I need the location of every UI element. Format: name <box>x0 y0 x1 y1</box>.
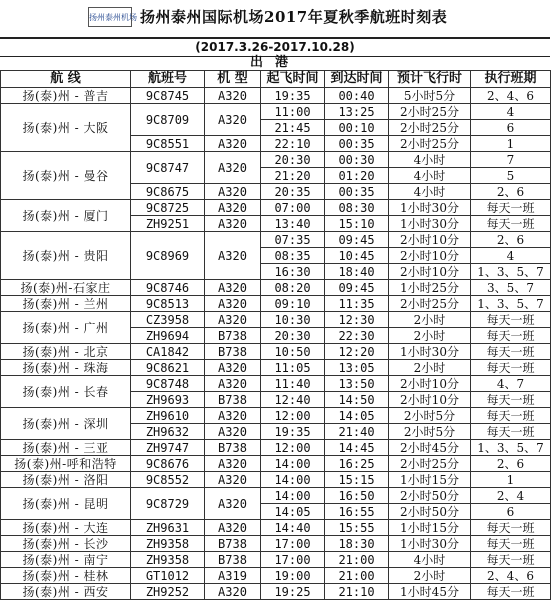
flight-number-cell: CA1842 <box>131 344 205 360</box>
operating-days-cell: 1、3、5、7 <box>471 264 551 280</box>
table-row <box>1 456 551 472</box>
operating-days-cell: 每天一班 <box>471 360 551 376</box>
operating-days-cell: 每天一班 <box>471 328 551 344</box>
duration-cell: 2小时25分 <box>389 456 471 472</box>
table-row <box>1 88 551 104</box>
aircraft-type-cell: B738 <box>205 536 261 552</box>
flight-number-cell: 9C8621 <box>131 360 205 376</box>
operating-days-cell: 每天一班 <box>471 392 551 408</box>
table-row <box>1 376 551 392</box>
flight-number-cell: ZH9693 <box>131 392 205 408</box>
duration-cell: 2小时10分 <box>389 248 471 264</box>
flight-number-cell: ZH9252 <box>131 584 205 600</box>
departure-time-cell: 16:30 <box>261 264 325 280</box>
flight-number-cell: ZH9251 <box>131 216 205 232</box>
departure-time-cell: 11:40 <box>261 376 325 392</box>
column-header-departure: 起飞时间 <box>261 71 325 88</box>
duration-cell: 2小时5分 <box>389 408 471 424</box>
route-cell: 扬(泰)州 - 曼谷 <box>1 152 131 200</box>
column-header-duration: 预计飞行时 <box>389 71 471 88</box>
operating-days-cell: 4 <box>471 104 551 120</box>
departure-time-cell: 12:40 <box>261 392 325 408</box>
departure-time-cell: 12:00 <box>261 440 325 456</box>
table-row <box>1 568 551 584</box>
operating-days-cell: 每天一班 <box>471 536 551 552</box>
flight-number-cell: 9C8513 <box>131 296 205 312</box>
aircraft-type-cell: A320 <box>205 408 261 424</box>
flight-number-cell: ZH9358 <box>131 536 205 552</box>
departure-time-cell: 14:00 <box>261 472 325 488</box>
column-header-flight-no: 航班号 <box>131 71 205 88</box>
flight-number-cell: ZH9747 <box>131 440 205 456</box>
duration-cell: 2小时 <box>389 312 471 328</box>
duration-cell: 2小时25分 <box>389 120 471 136</box>
table-row <box>1 440 551 456</box>
table-row <box>1 488 551 504</box>
duration-cell: 4小时 <box>389 184 471 200</box>
departure-time-cell: 09:10 <box>261 296 325 312</box>
table-row <box>1 152 551 168</box>
duration-cell: 4小时 <box>389 168 471 184</box>
table-row <box>1 536 551 552</box>
operating-days-cell: 每天一班 <box>471 584 551 600</box>
page-header <box>0 0 550 36</box>
aircraft-type-cell: B738 <box>205 552 261 568</box>
arrival-time-cell: 21:10 <box>325 584 389 600</box>
route-cell: 扬(泰)州-呼和浩特 <box>1 456 131 472</box>
column-header-days: 执行班期 <box>471 71 551 88</box>
table-header-row <box>1 71 551 88</box>
section-title-departures: 出港 <box>249 55 300 70</box>
column-header-aircraft: 机 型 <box>205 71 261 88</box>
arrival-time-cell: 21:00 <box>325 568 389 584</box>
route-cell: 扬(泰)州 - 桂林 <box>1 568 131 584</box>
duration-cell: 1小时25分 <box>389 280 471 296</box>
duration-cell: 2小时45分 <box>389 440 471 456</box>
duration-cell: 2小时25分 <box>389 296 471 312</box>
table-row <box>1 312 551 328</box>
arrival-time-cell: 16:25 <box>325 456 389 472</box>
operating-days-cell: 每天一班 <box>471 520 551 536</box>
departure-time-cell: 14:00 <box>261 456 325 472</box>
arrival-time-cell: 16:55 <box>325 504 389 520</box>
flight-number-cell: 9C8748 <box>131 376 205 392</box>
arrival-time-cell: 13:50 <box>325 376 389 392</box>
arrival-time-cell: 00:30 <box>325 152 389 168</box>
arrival-time-cell: 00:35 <box>325 136 389 152</box>
arrival-time-cell: 14:45 <box>325 440 389 456</box>
duration-cell: 2小时10分 <box>389 392 471 408</box>
operating-days-cell: 6 <box>471 504 551 520</box>
arrival-time-cell: 08:30 <box>325 200 389 216</box>
operating-days-cell: 7 <box>471 152 551 168</box>
operating-days-cell: 每天一班 <box>471 344 551 360</box>
operating-days-cell: 2、6 <box>471 232 551 248</box>
flight-number-cell: 9C8746 <box>131 280 205 296</box>
flight-number-cell: 9C8675 <box>131 184 205 200</box>
operating-days-cell: 1、3、5、7 <box>471 296 551 312</box>
operating-days-cell: 4 <box>471 248 551 264</box>
route-cell: 扬(泰)州 - 西安 <box>1 584 131 600</box>
route-cell: 扬(泰)州 - 洛阳 <box>1 472 131 488</box>
arrival-time-cell: 09:45 <box>325 280 389 296</box>
departure-time-cell: 21:45 <box>261 120 325 136</box>
departure-time-cell: 07:35 <box>261 232 325 248</box>
schedule-body <box>1 88 551 600</box>
aircraft-type-cell: A320 <box>205 520 261 536</box>
flight-number-cell: 9C8747 <box>131 152 205 184</box>
departure-time-cell: 17:00 <box>261 552 325 568</box>
duration-cell: 4小时 <box>389 552 471 568</box>
departure-time-cell: 21:20 <box>261 168 325 184</box>
operating-days-cell: 6 <box>471 120 551 136</box>
aircraft-type-cell: A320 <box>205 488 261 520</box>
arrival-time-cell: 01:20 <box>325 168 389 184</box>
operating-days-cell: 5 <box>471 168 551 184</box>
flight-number-cell: 9C8729 <box>131 488 205 520</box>
duration-cell: 2小时50分 <box>389 488 471 504</box>
route-cell: 扬(泰)州 - 普吉 <box>1 88 131 104</box>
arrival-time-cell: 16:50 <box>325 488 389 504</box>
route-cell: 扬(泰)州 - 大连 <box>1 520 131 536</box>
aircraft-type-cell: A320 <box>205 360 261 376</box>
duration-cell: 2小时10分 <box>389 232 471 248</box>
operating-days-cell: 2、6 <box>471 456 551 472</box>
aircraft-type-cell: A320 <box>205 280 261 296</box>
departure-schedule-table <box>0 70 551 600</box>
arrival-time-cell: 00:40 <box>325 88 389 104</box>
flight-number-cell: ZH9694 <box>131 328 205 344</box>
aircraft-type-cell: A320 <box>205 200 261 216</box>
arrival-time-cell: 13:05 <box>325 360 389 376</box>
flight-number-cell: 9C8709 <box>131 104 205 136</box>
aircraft-type-cell: A320 <box>205 472 261 488</box>
column-header-arrival: 到达时间 <box>325 71 389 88</box>
flight-number-cell: ZH9358 <box>131 552 205 568</box>
operating-days-cell: 每天一班 <box>471 312 551 328</box>
table-row <box>1 344 551 360</box>
table-row <box>1 280 551 296</box>
departure-time-cell: 13:40 <box>261 216 325 232</box>
operating-days-cell: 2、6 <box>471 184 551 200</box>
departure-time-cell: 19:35 <box>261 424 325 440</box>
departure-time-cell: 11:00 <box>261 104 325 120</box>
arrival-time-cell: 18:40 <box>325 264 389 280</box>
aircraft-type-cell: A320 <box>205 312 261 328</box>
airport-logo: 扬州泰州机场 <box>88 7 132 27</box>
route-cell: 扬(泰)州 - 长沙 <box>1 536 131 552</box>
aircraft-type-cell: A320 <box>205 376 261 392</box>
arrival-time-cell: 18:30 <box>325 536 389 552</box>
arrival-time-cell: 22:30 <box>325 328 389 344</box>
departure-time-cell: 22:10 <box>261 136 325 152</box>
route-cell: 扬(泰)州 - 兰州 <box>1 296 131 312</box>
route-cell: 扬(泰)州 - 贵阳 <box>1 232 131 280</box>
operating-days-cell: 2、4 <box>471 488 551 504</box>
duration-cell: 4小时 <box>389 152 471 168</box>
operating-days-cell: 每天一班 <box>471 552 551 568</box>
flight-number-cell: 9C8725 <box>131 200 205 216</box>
departure-time-cell: 20:30 <box>261 328 325 344</box>
aircraft-type-cell: A320 <box>205 136 261 152</box>
aircraft-type-cell: B738 <box>205 440 261 456</box>
operating-days-cell: 每天一班 <box>471 424 551 440</box>
flight-number-cell: ZH9631 <box>131 520 205 536</box>
operating-days-cell: 每天一班 <box>471 200 551 216</box>
departure-time-cell: 20:35 <box>261 184 325 200</box>
route-cell: 扬(泰)州 - 北京 <box>1 344 131 360</box>
arrival-time-cell: 12:20 <box>325 344 389 360</box>
duration-cell: 2小时 <box>389 360 471 376</box>
departure-time-cell: 19:35 <box>261 88 325 104</box>
aircraft-type-cell: A320 <box>205 216 261 232</box>
aircraft-type-cell: A319 <box>205 568 261 584</box>
departure-time-cell: 17:00 <box>261 536 325 552</box>
duration-cell: 2小时50分 <box>389 504 471 520</box>
route-cell: 扬(泰)州 - 珠海 <box>1 360 131 376</box>
table-row <box>1 408 551 424</box>
operating-days-cell: 每天一班 <box>471 408 551 424</box>
flight-number-cell: 9C8676 <box>131 456 205 472</box>
table-row <box>1 232 551 248</box>
departure-time-cell: 19:00 <box>261 568 325 584</box>
duration-cell: 1小时30分 <box>389 536 471 552</box>
aircraft-type-cell: A320 <box>205 296 261 312</box>
operating-days-cell: 4、7 <box>471 376 551 392</box>
table-row <box>1 472 551 488</box>
duration-cell: 1小时15分 <box>389 472 471 488</box>
table-row <box>1 552 551 568</box>
arrival-time-cell: 14:05 <box>325 408 389 424</box>
departure-time-cell: 14:00 <box>261 488 325 504</box>
departure-time-cell: 19:25 <box>261 584 325 600</box>
departure-time-cell: 20:30 <box>261 152 325 168</box>
flight-number-cell: 9C8745 <box>131 88 205 104</box>
table-row <box>1 520 551 536</box>
duration-cell: 2小时25分 <box>389 136 471 152</box>
duration-cell: 1小时45分 <box>389 584 471 600</box>
operating-days-cell: 3、5、7 <box>471 280 551 296</box>
route-cell: 扬(泰)州 - 昆明 <box>1 488 131 520</box>
aircraft-type-cell: B738 <box>205 344 261 360</box>
table-row <box>1 360 551 376</box>
flight-number-cell: CZ3958 <box>131 312 205 328</box>
route-cell: 扬(泰)州 - 三亚 <box>1 440 131 456</box>
arrival-time-cell: 12:30 <box>325 312 389 328</box>
table-row <box>1 200 551 216</box>
departure-time-cell: 10:50 <box>261 344 325 360</box>
departure-time-cell: 08:35 <box>261 248 325 264</box>
column-header-route: 航 线 <box>1 71 131 88</box>
route-cell: 扬(泰)州 - 厦门 <box>1 200 131 232</box>
table-row <box>1 296 551 312</box>
arrival-time-cell: 00:10 <box>325 120 389 136</box>
departure-time-cell: 14:05 <box>261 504 325 520</box>
aircraft-type-cell: A320 <box>205 584 261 600</box>
operating-days-cell: 每天一班 <box>471 216 551 232</box>
flight-number-cell: GT1012 <box>131 568 205 584</box>
operating-days-cell: 2、4、6 <box>471 568 551 584</box>
departure-time-cell: 11:05 <box>261 360 325 376</box>
duration-cell: 1小时30分 <box>389 344 471 360</box>
duration-cell: 1小时30分 <box>389 216 471 232</box>
arrival-time-cell: 09:45 <box>325 232 389 248</box>
duration-cell: 1小时15分 <box>389 520 471 536</box>
departure-time-cell: 12:00 <box>261 408 325 424</box>
arrival-time-cell: 21:40 <box>325 424 389 440</box>
operating-days-cell: 1 <box>471 472 551 488</box>
operating-days-cell: 2、4、6 <box>471 88 551 104</box>
aircraft-type-cell: A320 <box>205 424 261 440</box>
flight-number-cell: 9C8551 <box>131 136 205 152</box>
flight-number-cell: 9C8969 <box>131 232 205 280</box>
arrival-time-cell: 14:50 <box>325 392 389 408</box>
route-cell: 扬(泰)州 - 长春 <box>1 376 131 408</box>
route-cell: 扬(泰)州-石家庄 <box>1 280 131 296</box>
operating-days-cell: 1、3、5、7 <box>471 440 551 456</box>
arrival-time-cell: 00:35 <box>325 184 389 200</box>
arrival-time-cell: 15:55 <box>325 520 389 536</box>
aircraft-type-cell: A320 <box>205 184 261 200</box>
departure-time-cell: 10:30 <box>261 312 325 328</box>
aircraft-type-cell: A320 <box>205 232 261 280</box>
duration-cell: 5小时5分 <box>389 88 471 104</box>
flight-number-cell: 9C8552 <box>131 472 205 488</box>
duration-cell: 1小时30分 <box>389 200 471 216</box>
page-title: 扬州泰州国际机场2017年夏秋季航班时刻表 <box>140 8 448 26</box>
arrival-time-cell: 13:25 <box>325 104 389 120</box>
aircraft-type-cell: B738 <box>205 328 261 344</box>
route-cell: 扬(泰)州 - 深圳 <box>1 408 131 440</box>
duration-cell: 2小时5分 <box>389 424 471 440</box>
departure-time-cell: 07:00 <box>261 200 325 216</box>
aircraft-type-cell: A320 <box>205 456 261 472</box>
route-cell: 扬(泰)州 - 广州 <box>1 312 131 344</box>
duration-cell: 2小时10分 <box>389 376 471 392</box>
schedule-period: (2017.3.26-2017.10.28) <box>0 37 550 57</box>
arrival-time-cell: 10:45 <box>325 248 389 264</box>
aircraft-type-cell: A320 <box>205 88 261 104</box>
aircraft-type-cell: A320 <box>205 152 261 184</box>
route-cell: 扬(泰)州 - 大阪 <box>1 104 131 152</box>
aircraft-type-cell: A320 <box>205 104 261 136</box>
duration-cell: 2小时 <box>389 568 471 584</box>
duration-cell: 2小时10分 <box>389 264 471 280</box>
arrival-time-cell: 11:35 <box>325 296 389 312</box>
departure-time-cell: 08:20 <box>261 280 325 296</box>
arrival-time-cell: 15:15 <box>325 472 389 488</box>
flight-number-cell: ZH9610 <box>131 408 205 424</box>
departure-time-cell: 14:40 <box>261 520 325 536</box>
table-row <box>1 104 551 120</box>
arrival-time-cell: 15:10 <box>325 216 389 232</box>
table-row <box>1 584 551 600</box>
operating-days-cell: 1 <box>471 136 551 152</box>
flight-number-cell: ZH9632 <box>131 424 205 440</box>
duration-cell: 2小时25分 <box>389 104 471 120</box>
aircraft-type-cell: B738 <box>205 392 261 408</box>
arrival-time-cell: 21:00 <box>325 552 389 568</box>
duration-cell: 2小时 <box>389 328 471 344</box>
route-cell: 扬(泰)州 - 南宁 <box>1 552 131 568</box>
